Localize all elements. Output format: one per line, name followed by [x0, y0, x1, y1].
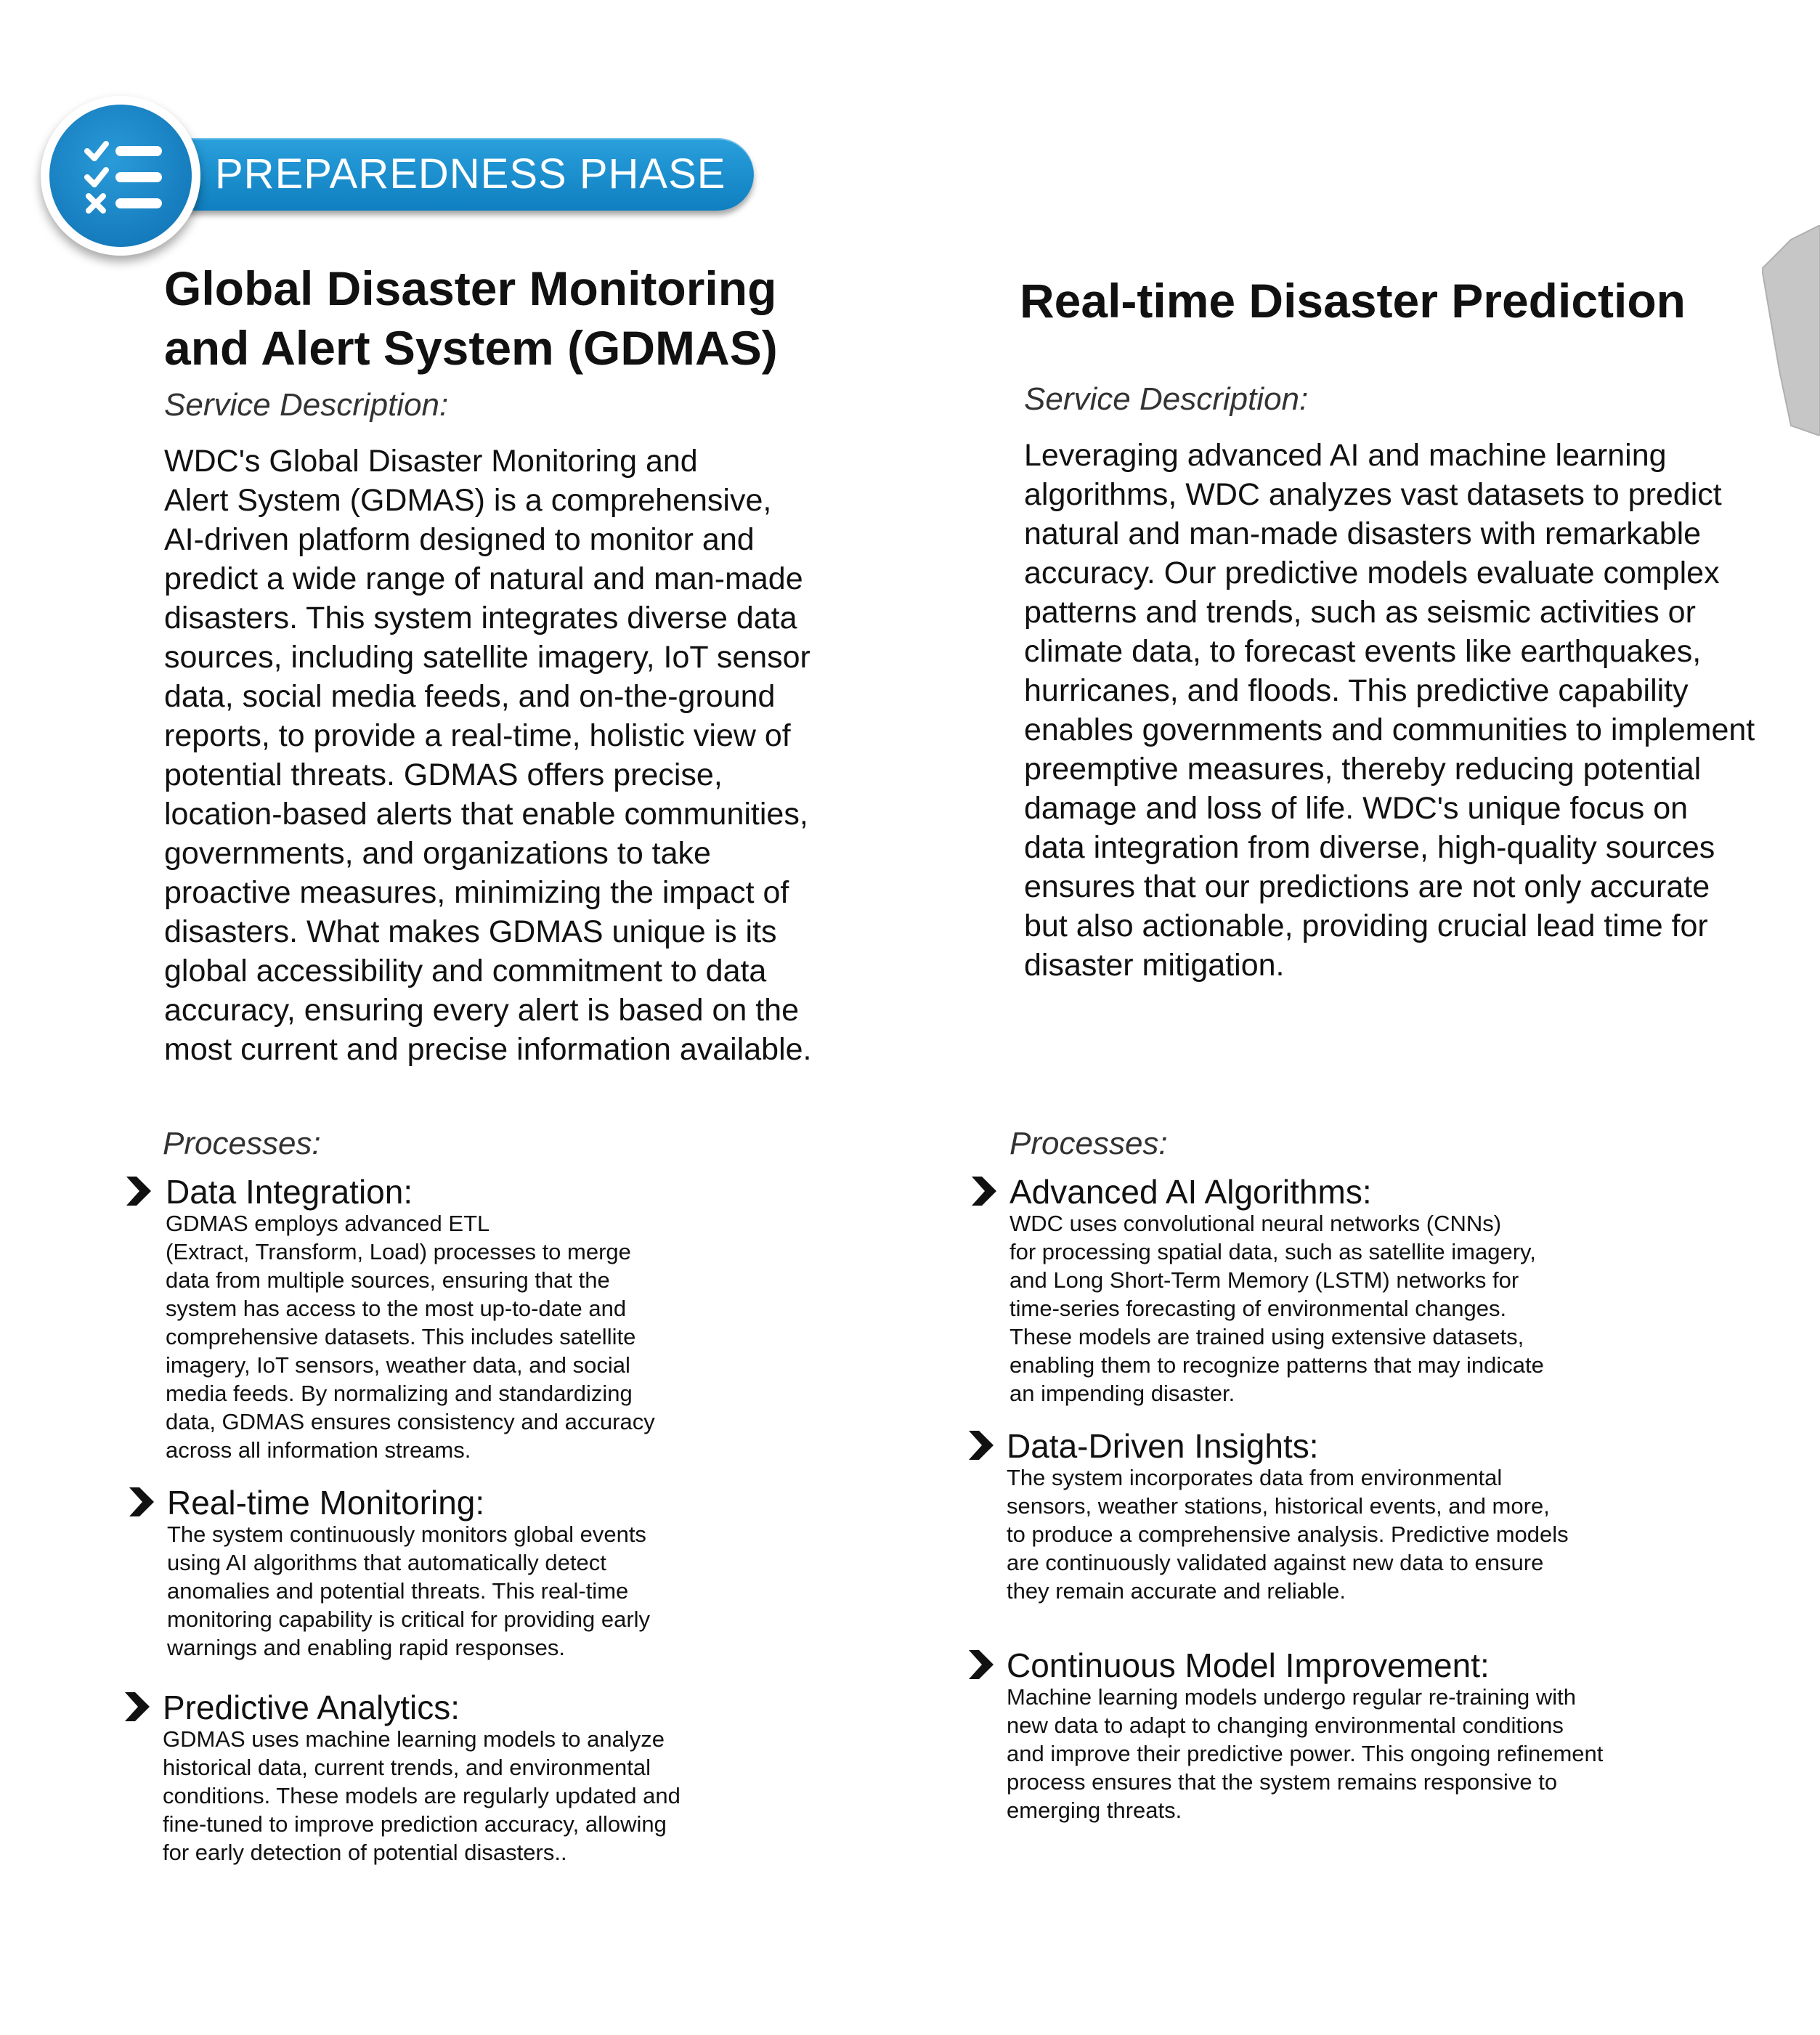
decorative-shape	[1762, 225, 1820, 436]
process-title: Data Integration:	[166, 1173, 413, 1211]
process-description: WDC uses convolutional neural networks (CNNs) for processing spatial data, such as satellite imagery, and Long Short-Term Memory (LSTM) networks for time-series forecasting of environmental changes. These models are trained using extensive datasets, enabling them to recognize patterns that may indicate an impending disaster.	[1009, 1211, 1544, 1406]
checklist-icon	[49, 105, 192, 247]
process-description: The system incorporates data from environmental sensors, weather stations, historical events, and more, to produce a comprehensive analysis. Predictive models are continuously validated against new data to ensure they remain accurate and reliable.	[1007, 1465, 1569, 1604]
right-service-description: Leveraging advanced AI and machine learning algorithms, WDC analyzes vast datasets to predict natural and man-made disasters with remarkable accuracy. Our predictive models evaluate complex patterns and trends, such as seismic activities or climate data, to forecast events like earthquakes, hurricanes, and floods. This predictive capability enables governments and communities to implement preemptive measures, thereby reducing potential damage and loss of life. WDC's unique focus on data integration from diverse, high-quality sources ensures that our predictions are not only accurate but also actionable, providing crucial lead time for disaster mitigation.	[1024, 438, 1755, 983]
left-processes-label: Processes:	[163, 1126, 321, 1161]
process-title: Continuous Model Improvement:	[1007, 1646, 1490, 1684]
chevron-right-icon	[966, 1429, 995, 1465]
process-title: Real-time Monitoring:	[167, 1484, 485, 1522]
left-service-description-label: Service Description:	[164, 387, 449, 423]
chevron-right-icon	[969, 1175, 998, 1211]
process-description: Machine learning models undergo regular re-training with new data to adapt to changing environmental conditions and improve their predictive power. This ongoing refinement process ensures that the system remains responsive to emerging threats.	[1007, 1684, 1604, 1823]
phase-banner-title: PREPAREDNESS PHASE	[215, 150, 726, 198]
right-section-title: Real-time Disaster Prediction	[1020, 274, 1686, 328]
right-service-description-label: Service Description:	[1024, 381, 1309, 417]
chevron-right-icon	[126, 1486, 155, 1522]
process-description: The system continuously monitors global events using AI algorithms that automatically detect anomalies and potential threats. This real-time monitoring capability is critical for providing early warnings and enabling rapid responses.	[167, 1522, 651, 1660]
process-description: GDMAS uses machine learning models to analyze historical data, current trends, and environmental conditions. These models are regularly updated and fine-tuned to improve prediction accuracy, allowing for early detection of potential disasters..	[163, 1726, 681, 1865]
process-description: GDMAS employs advanced ETL (Extract, Transform, Load) processes to merge data from multiple sources, ensuring that the system has access to the most up-to-date and comprehensive datasets. This includes satellite imagery, IoT sensors, weather data, and social media feeds. By normalizing and standardizing data, GDMAS ensures consistency and accuracy across all information streams.	[166, 1211, 655, 1463]
process-title: Advanced AI Algorithms:	[1009, 1173, 1372, 1211]
left-section-title: Global Disaster Monitoring and Alert System (GDMAS)	[164, 261, 778, 375]
process-title: Data-Driven Insights:	[1007, 1427, 1319, 1465]
right-processes-label: Processes:	[1009, 1126, 1168, 1161]
chevron-right-icon	[966, 1649, 995, 1684]
chevron-right-icon	[123, 1175, 153, 1211]
process-title: Predictive Analytics:	[163, 1689, 460, 1726]
left-service-description: WDC's Global Disaster Monitoring and Alert System (GDMAS) is a comprehensive, AI-driven platform designed to monitor and predict a wide range of natural and man-made disasters. This system integrates diverse data sources, including satellite imagery, IoT sensor data, social media feeds, and on-the-ground reports, to provide a real-time, holistic view of potential threats. GDMAS offers precise, location-based alerts that enable communities, governments, and organizations to take proactive measures, minimizing the impact of disasters. What makes GDMAS unique is its global accessibility and commitment to data accuracy, ensuring every alert is based on the most current and precise information available.	[164, 444, 812, 1067]
chevron-right-icon	[122, 1691, 151, 1726]
